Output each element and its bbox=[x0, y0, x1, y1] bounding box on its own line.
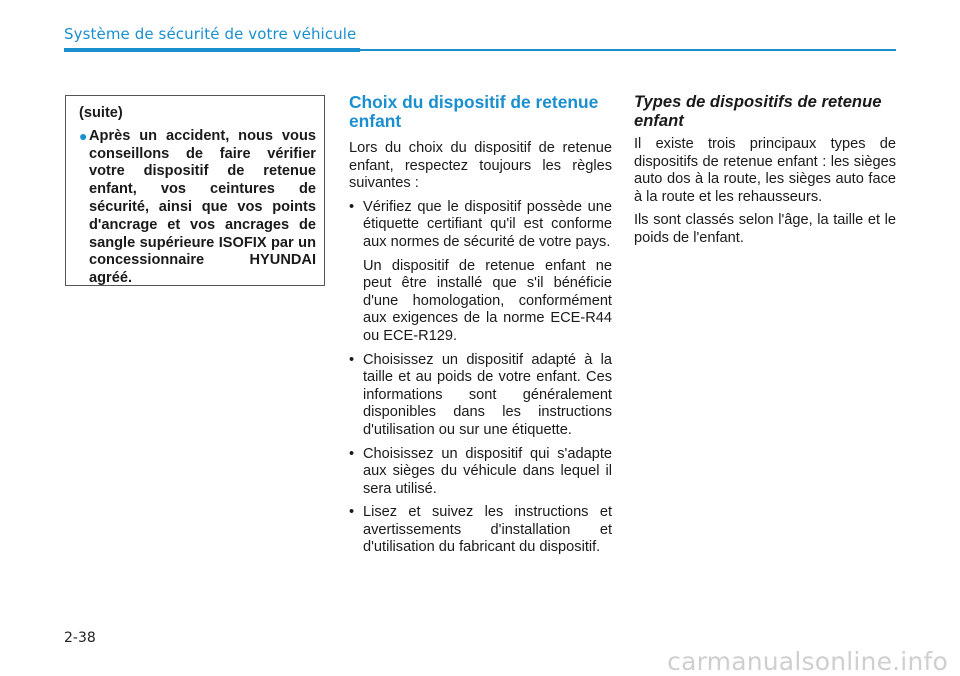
section-types-paragraph: Il existe trois principaux types de dispositifs de retenue enfant : les sièges auto dos à la route, les sièges auto face à la route et les rehausseurs. bbox=[634, 136, 896, 205]
list-item-text: Choisissez un dispositif qui s'adapte aux sièges du véhicule dans lequel il sera utilisé. bbox=[363, 445, 612, 497]
section-types-paragraph: Ils sont classés selon l'âge, la taille et le poids de l'enfant. bbox=[634, 212, 896, 246]
page-number: 2-38 bbox=[64, 630, 96, 646]
header-rule-thin bbox=[360, 49, 896, 51]
list-item-text: Vérifiez que le dispositif possède une étiquette certifiant qu'il est conforme aux normes de sécurité de votre pays. bbox=[363, 198, 612, 250]
section-choice bbox=[349, 93, 612, 563]
bullet-icon: • bbox=[349, 504, 355, 521]
warning-continued-label: (suite) bbox=[79, 105, 123, 121]
bullet-icon: • bbox=[349, 351, 355, 368]
header-rule-thick bbox=[64, 48, 360, 52]
list-item bbox=[349, 446, 612, 499]
warning-bullet-text: Après un accident, nous vous conseillons de faire vérifier votre dispositif de retenue enfant, vos ceintures de sécurité, ainsi que vos points d'ancrage et vos ancrages de sangle supérieure ISOFIX par un concessionnaire HYUNDAI agréé. bbox=[89, 127, 316, 287]
section-header-title: Système de sécurité de votre véhicule bbox=[64, 25, 357, 43]
list-item-extra-text: Un dispositif de retenue enfant ne peut être installé que s'il bénéficie d'une homologation, conformément aux exigences de la norme ECE-R44 ou ECE-R129. bbox=[363, 257, 612, 344]
section-types bbox=[634, 93, 896, 254]
watermark-text: carmanualsonline.info bbox=[667, 647, 948, 676]
section-types-heading: Types de dispositifs de retenue enfant bbox=[634, 92, 882, 130]
bullet-icon: • bbox=[349, 445, 355, 462]
list-item-text: Lisez et suivez les instructions et avertissements d'installation et d'utilisation du fabricant du dispositif. bbox=[363, 504, 612, 556]
section-choice-heading: Choix du dispositif de retenue enfant bbox=[349, 92, 599, 131]
list-item bbox=[349, 352, 612, 440]
choice-bullet-list bbox=[349, 199, 612, 557]
warning-box bbox=[65, 95, 325, 286]
list-item bbox=[349, 504, 612, 557]
warning-bullet bbox=[79, 128, 316, 288]
bullet-dot-icon: ● bbox=[79, 127, 88, 144]
bullet-icon: • bbox=[349, 198, 355, 215]
section-choice-intro: Lors du choix du dispositif de retenue enfant, respectez toujours les règles suivantes : bbox=[349, 140, 612, 192]
list-item-text: Choisissez un dispositif adapté à la taille et au poids de votre enfant. Ces informations sont généralement disponibles dans les instructions d'utilisation ou sur une étiquette. bbox=[363, 351, 612, 438]
list-item bbox=[349, 199, 612, 346]
